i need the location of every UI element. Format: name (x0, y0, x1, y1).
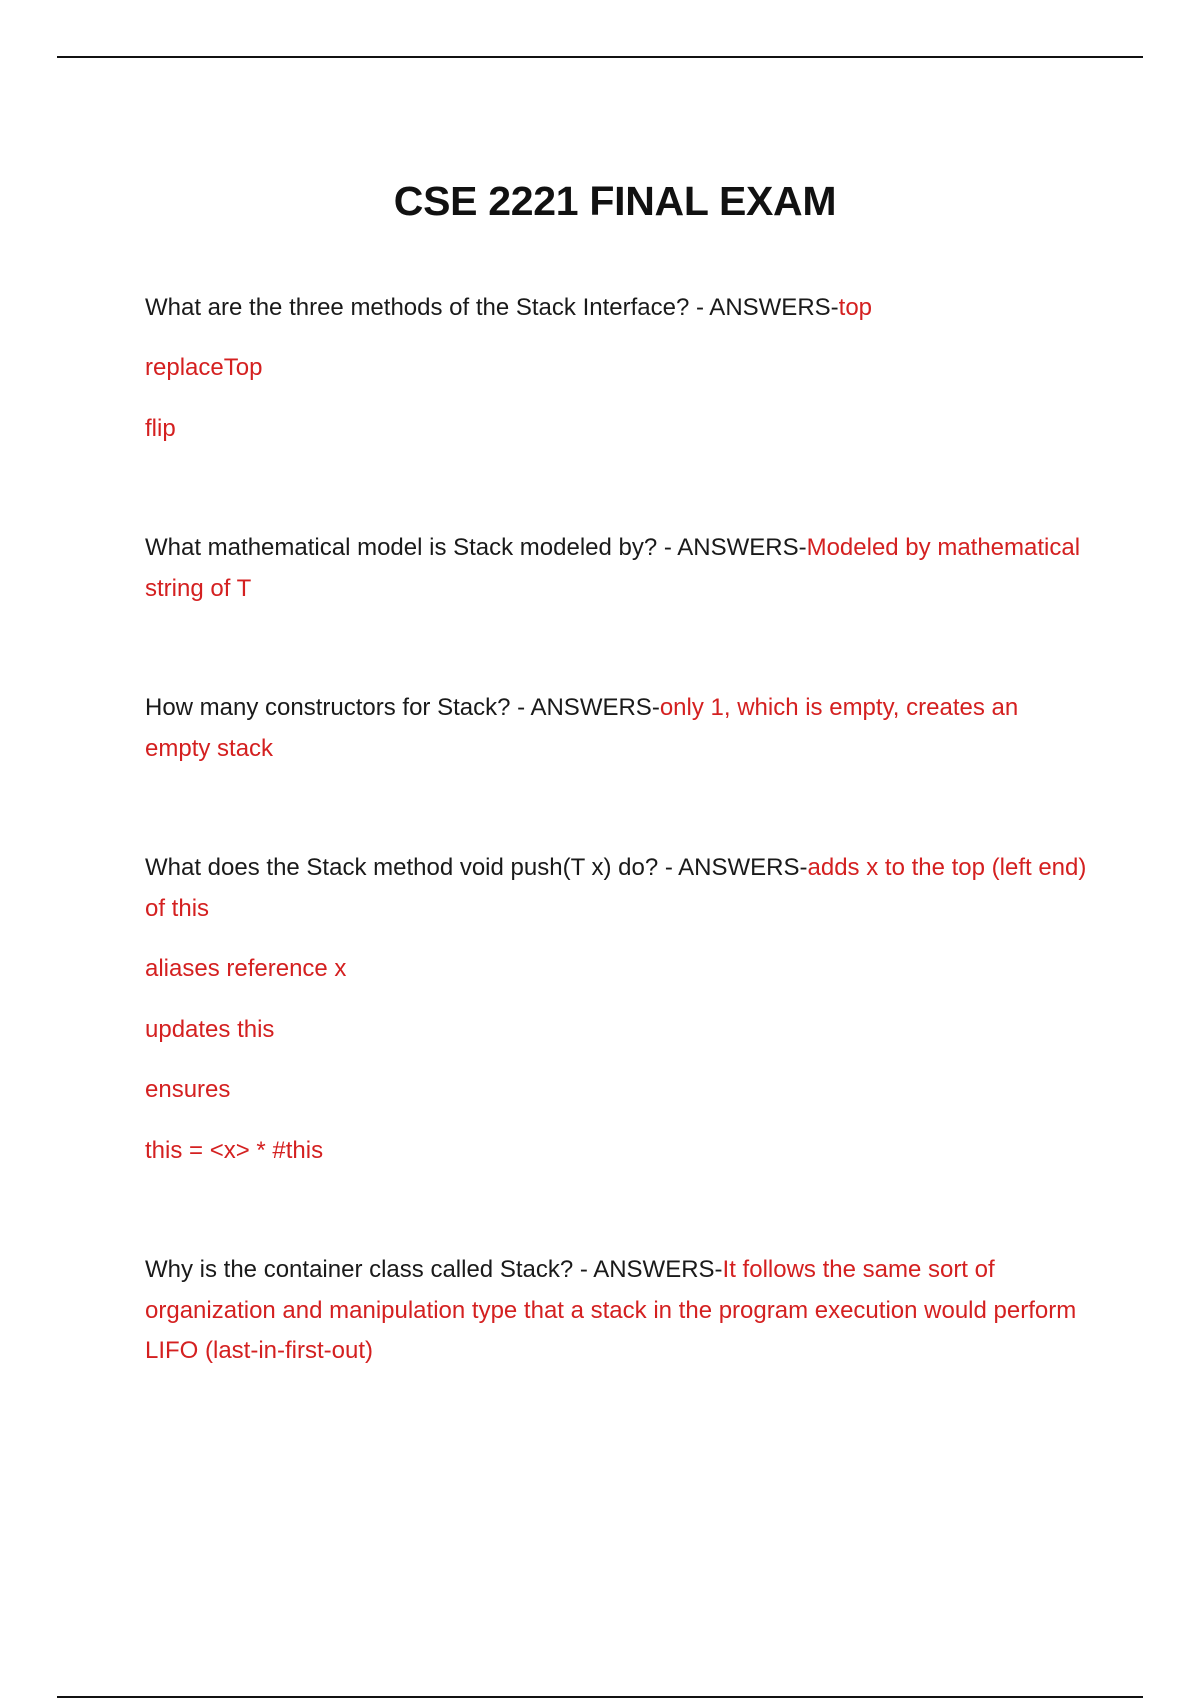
bottom-rule (57, 1696, 1143, 1698)
qa-paragraph (145, 528, 1090, 609)
document-title: CSE 2221 FINAL EXAM (393, 178, 837, 225)
question-text: What are the three methods of the Stack Interface? - ANSWERS- (145, 294, 839, 321)
answer-line: ensures (145, 1076, 231, 1103)
qa-paragraph (145, 1250, 1090, 1372)
question-text: What does the Stack method void push(T x) do? - ANSWERS- (145, 854, 808, 881)
qa-item (145, 288, 1090, 449)
qa-paragraph (145, 288, 1090, 328)
answer-line: this = <x> * #this (145, 1136, 324, 1164)
qa-item (145, 528, 1090, 609)
qa-paragraph (145, 688, 1090, 769)
qa-item (145, 688, 1090, 769)
qa-item (145, 848, 1090, 1171)
answer-line: replaceTop (145, 354, 263, 381)
top-rule (57, 56, 1143, 58)
answer-text: It follows the same sort of organization and manipulation type that a stack in the program execution would perform LIFO (last-in-first-out) (145, 1256, 1077, 1364)
answer-line: aliases reference x (145, 955, 347, 982)
answer-text: only 1, which is empty, creates an empty stack (145, 694, 1019, 762)
answer-line: updates this (145, 1015, 275, 1043)
qa-paragraph (145, 848, 1090, 929)
answer-line: flip (145, 414, 176, 442)
answer-text: Modeled by mathematical string of T (145, 534, 1081, 602)
qa-item (145, 1250, 1090, 1372)
answer-text: adds x to the top (left end) of this (145, 854, 1087, 922)
answer-text: top (838, 294, 873, 321)
question-text: What mathematical model is Stack modeled by? - ANSWERS- (145, 534, 807, 561)
qa-list (145, 288, 1090, 1451)
question-text: Why is the container class called Stack? - ANSWERS- (145, 1256, 723, 1283)
question-text: How many constructors for Stack? - ANSWERS- (145, 694, 660, 721)
